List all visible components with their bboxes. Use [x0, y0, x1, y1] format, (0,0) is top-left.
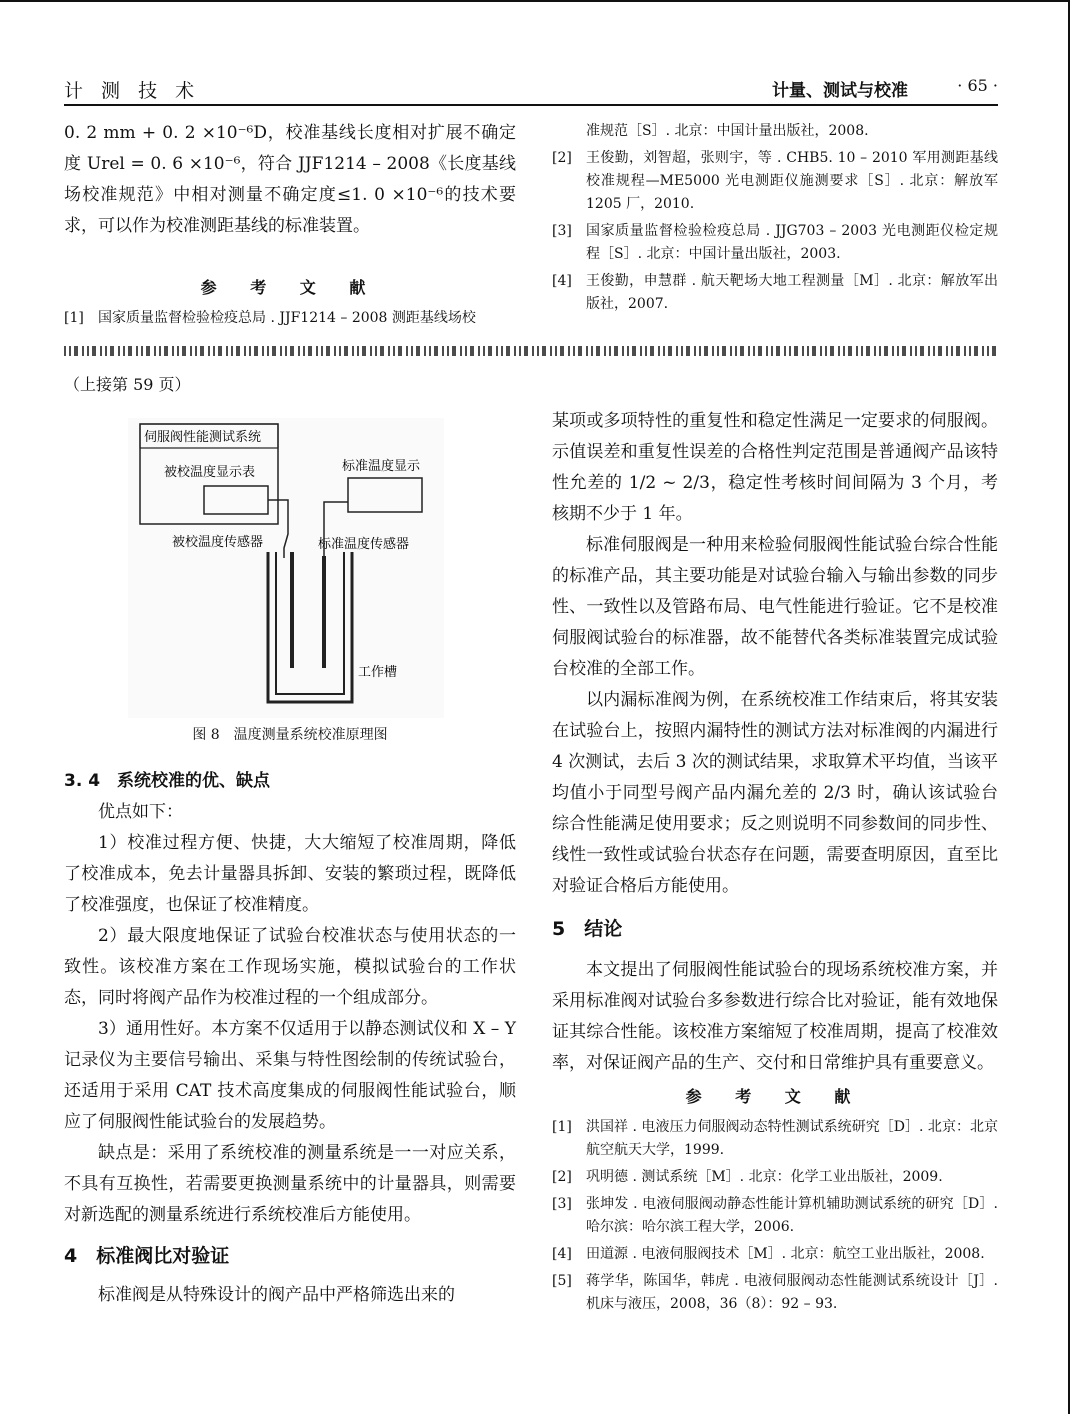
references-title: 参 考 文 献 — [685, 1087, 865, 1106]
references-title: 参 考 文 献 — [200, 278, 380, 297]
standard-sensor-label: 标准温度传感器 — [318, 537, 410, 552]
references-list — [64, 307, 516, 330]
disadvantages: 缺点是：采用了系统校准的测量系统是一一对应关系，不具有互换性，若需要更换测量系统中的计量器具，则需要对新选配的测量系统进行系统校准后方能使用。 — [64, 1143, 516, 1225]
advantage-2: 2）最大限度地保证了试验台校准状态与使用状态的一致性。该校准方案在工作现场实施，模拟试验台的工作状态，同时将阀产品作为校准过程的一个组成部分。 — [64, 926, 516, 1008]
header-rule — [64, 104, 998, 106]
section-4-title: 4 标准阀比对验证 — [64, 1245, 230, 1267]
reference-item: [4] 王俊勤，申慧群 . 航天靶场大地工程测量［M］. 北京：解放军出版社，2007. — [552, 273, 998, 312]
reference-item: [1] 洪国祥 . 电液压力伺服阀动态特性测试系统研究［D］. 北京：北京航空航天大学，1999. — [552, 1119, 998, 1158]
running-header — [64, 76, 998, 102]
reference-item: [2] 巩明德 . 测试系统［M］. 北京：化学工业出版社，2009. — [552, 1169, 943, 1185]
temperature-calibration-diagram — [128, 418, 444, 718]
reference-item: [1] 国家质量监督检验检疫总局 . JJF1214 – 2008 测距基线场校 — [64, 310, 476, 326]
reference-item: [4] 田道源 . 电液伺服阀技术［M］. 北京：航空工业出版社，2008. — [552, 1246, 985, 1262]
journal-name: 计 测 技 术 — [64, 80, 201, 102]
section-name: 计量、测试与校准 — [772, 81, 908, 101]
section-5-title: 5 结论 — [552, 918, 623, 940]
continued-note: （上接第 59 页） — [64, 375, 191, 394]
page-top-border — [0, 0, 1070, 8]
figure-8 — [128, 418, 444, 736]
top-left-column — [64, 118, 516, 334]
article-divider — [64, 346, 998, 356]
right-paragraph-3: 以内漏标准阀为例，在系统校准工作结束后，将其安装在试验台上，按照内漏特性的测试方法对标准阀的内漏进行 4 次测试，去后 3 次的测试结果，求取算术平均值，当该平均值小于同型号阀产品内漏允差的 2/3 时，确认该试验台综合性能满足使用要求；反之则说明不同参数间的同步性、线性一致性或试验台状态存在问题，需要查明原因，直至比对验证合格后方能使用。 — [552, 690, 998, 896]
page-number: · 65 · — [957, 76, 998, 95]
reference-item: 准规范［S］. 北京：中国计量出版社，2008. — [586, 123, 869, 139]
advantage-3: 3）通用性好。本方案不仅适用于以静态测试仪和 X – Y 记录仪为主要信号输出、采集与特性图绘制的传统试验台，还适用于采用 CAT 技术高度集成的伺服阀性能试验台，顺应了伺服阀性能试验台的发展趋势。 — [64, 1019, 516, 1132]
references-list — [552, 1116, 998, 1316]
reference-item: [3] 张坤发 . 电液伺服阀动静态性能计算机辅助测试系统的研究［D］. 哈尔滨：哈尔滨工程大学，2006. — [552, 1196, 998, 1235]
system-label: 伺服阀性能测试系统 — [144, 430, 262, 445]
advantages-intro: 优点如下： — [98, 802, 183, 822]
display-under-test-label: 被校温度显示表 — [164, 465, 256, 480]
standard-valve-intro: 标准阀是从特殊设计的阀产品中严格筛选出来的 — [98, 1285, 455, 1305]
right-paragraph-2: 标准伺服阀是一种用来检验伺服阀性能试验台综合性能的标准产品，其主要功能是对试验台输入与输出参数的同步性、一致性以及管路布局、电气性能进行验证。它不是校准伺服阀试验台的标准器，故不能替代各类标准装置完成试验台校准的全部工作。 — [552, 535, 998, 679]
lower-left-column — [64, 766, 516, 1311]
closing-paragraph: 0. 2 mm + 0. 2 ×10⁻⁶D，校准基线长度相对扩展不确定度 Urel = 0. 6 ×10⁻⁶，符合 JJF1214 – 2008《长度基线场校准规范》中相对测量不确定度≤1. 0 ×10⁻⁶的技术要求，可以作为校准测距基线的标准装置。 — [64, 123, 516, 236]
reference-item: [5] 蒋学华，陈国华，韩虎 . 电液伺服阀动态性能测试系统设计［J］. 机床与液压，2008，36（8）：92 – 93. — [552, 1273, 998, 1312]
advantage-1: 1）校准过程方便、快捷，大大缩短了校准周期，降低了校准成本，免去计量器具拆卸、安装的繁琐过程，既降低了校准强度，也保证了校准精度。 — [64, 833, 516, 915]
right-paragraph-1: 某项或多项特性的重复性和稳定性满足一定要求的伺服阀。示值误差和重复性误差的合格性判定范围是普通阀产品该特性允差的 1/2 ~ 2/3，稳定性考核时间间隔为 3 个月，考核期不少于 1 年。 — [552, 411, 998, 524]
lower-right-column — [552, 406, 998, 1320]
tank-label: 工作槽 — [358, 665, 398, 680]
reference-item: [2] 王俊勤，刘智超，张则宇，等 . CHB5. 10 – 2010 军用测距基线校准规程—ME5000 光电测距仪施测要求［S］. 北京：解放军 1205 厂，2010. — [552, 150, 998, 212]
standard-display-label: 标准温度显示 — [342, 459, 421, 474]
conclusion-paragraph: 本文提出了伺服阀性能试验台的现场系统校准方案，并采用标准阀对试验台多参数进行综合比对验证，能有效地保证其综合性能。该校准方案缩短了校准周期，提高了校准效率，对保证阀产品的生产、交付和日常维护具有重要意义。 — [552, 960, 998, 1073]
top-right-references — [552, 120, 998, 320]
section-3-4-title: 3. 4 系统校准的优、缺点 — [64, 771, 271, 791]
sensor-under-test-label: 被校温度传感器 — [172, 535, 264, 550]
reference-item: [3] 国家质量监督检验检疫总局 . JJG703 – 2003 光电测距仪检定规程［S］. 北京：中国计量出版社，2003. — [552, 223, 998, 262]
figure-caption: 图 8 温度测量系统校准原理图 — [192, 727, 388, 743]
